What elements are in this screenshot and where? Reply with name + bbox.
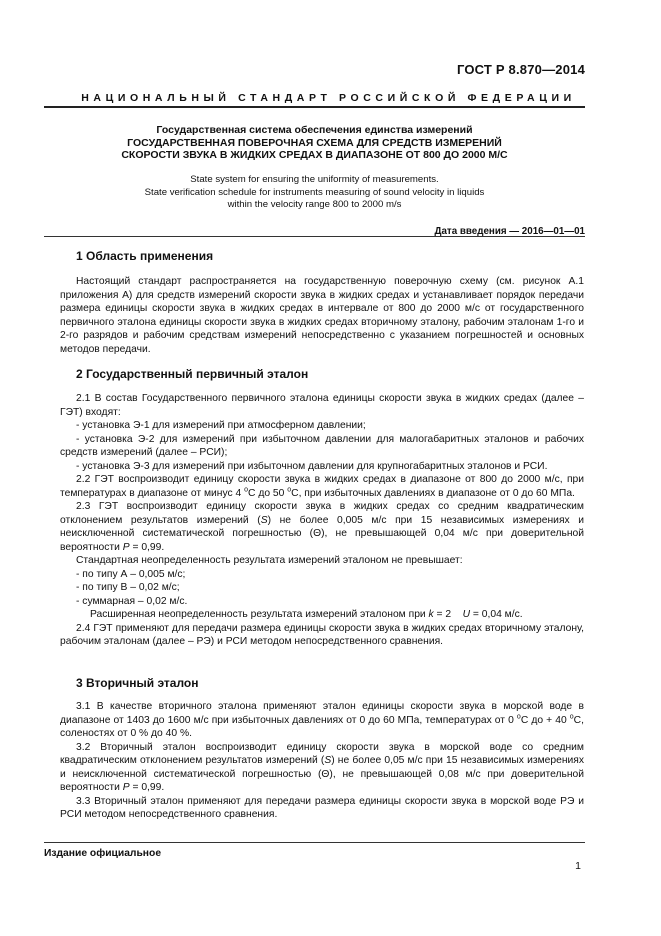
paragraph-3-1 [60, 700, 584, 741]
english-title-line-3: within the velocity range 800 to 2000 m/s [227, 199, 402, 210]
symbol-s: S [260, 514, 268, 526]
english-title-line-2: State verification schedule for instruments measuring of sound velocity in liquids [144, 186, 485, 198]
paragraph-2-4: 2.4 ГЭТ применяют для передачи размера единицы скорости звука в жидких средах вторичному эталону, рабочим эталонам (далее – РЭ) и РСИ методом непосредственного сравнения. [60, 622, 584, 647]
english-title [44, 174, 585, 212]
paragraph-2-1: 2.1 В состав Государственного первичного эталона единицы скорости звука в жидких средах (далее – ГЭТ) входят: [60, 393, 584, 418]
section-2-body [60, 392, 584, 649]
paragraph-3-2 [60, 741, 584, 795]
symbol-u: U [462, 609, 471, 620]
symbol-p: P [122, 782, 130, 793]
paragraph-3-3: 3.3 Вторичный эталон применяют для передачи размера единицы скорости звука в морской воде РЭ и РСИ методом непосредственного сравнения. [60, 795, 584, 820]
list-item-e1: - установка Э-1 для измерений при атмосферном давлении; [76, 420, 366, 431]
section-3-body [60, 700, 584, 822]
date-rule [44, 236, 585, 237]
paragraph-3-1-part-1: 3.1 В качестве вторичного эталона применяют эталон единицы скорости звука в морской воде в диапазоне от 1403 до 1600 м/с при избыточных давлениях от 0 до 60 МПа, температурах от 0 [60, 701, 584, 726]
expanded-uncertainty-part-3: = 0,04 м/с. [470, 609, 523, 620]
paragraph-3-1-part-2: С до + 40 [520, 714, 570, 726]
paragraph-2-2-part-3: С, при избыточных давлениях в диапазоне от 0 до 60 МПа. [291, 487, 575, 499]
section-2-title: 2 Государственный первичный эталон [76, 367, 309, 381]
introduction-date: Дата введения — 2016—01—01 [434, 226, 585, 237]
document-title [44, 124, 585, 162]
uncertainty-combined: - суммарная – 0,02 м/с. [76, 595, 188, 607]
national-standard-banner: НАЦИОНАЛЬНЫЙ СТАНДАРТ РОССИЙСКОЙ ФЕДЕРАЦИИ [81, 92, 576, 104]
degree-mark: о [516, 713, 521, 721]
title-line-2: ГОСУДАРСТВЕННАЯ ПОВЕРОЧНАЯ СХЕМА ДЛЯ СРЕДСТВ ИЗМЕРЕНИЙ [127, 136, 502, 149]
paragraph-2-3-part-1: 2.3 ГЭТ воспроизводит единицу скорости звука в жидких средах со средним квадратическим отклонением результатов измерений ( [60, 501, 584, 526]
paragraph-2-2 [60, 473, 584, 500]
symbol-s: S [324, 755, 332, 766]
degree-mark: о [569, 713, 574, 721]
expanded-uncertainty-part-2: = 2 [433, 609, 463, 620]
document-id: ГОСТ Р 8.870—2014 [456, 62, 585, 77]
list-item-e3: - установка Э-3 для измерений при избыточном давлении для крупногабаритных эталонов и РСИ. [76, 460, 548, 472]
uncertainty-intro: Стандартная неопределенность результата измерений эталоном не превышает: [76, 555, 463, 566]
page-number: 1 [575, 860, 581, 872]
symbol-k: k [428, 609, 434, 620]
official-edition-label: Издание официальное [44, 848, 162, 859]
footer-rule [44, 842, 585, 843]
degree-mark: о [287, 486, 292, 494]
section-3-title: 3 Вторичный эталон [76, 676, 199, 690]
uncertainty-type-b: - по типу В – 0,02 м/с; [76, 582, 180, 593]
paragraph-3-1-part-3: С, соленостях от 0 % до 40 %. [60, 714, 584, 739]
title-line-1: Государственная система обеспечения единства измерений [156, 124, 473, 136]
header-rule [44, 106, 585, 108]
section-1-paragraph: Настоящий стандарт распространяется на государственную поверочную схему (см. рисунок А.1 приложения А) для средств измерений скорости звука в жидких средах и устанавливает порядок передачи размера единицы скорости звука в жидких средах в интервале от 800 до 2000 м/с от государственного первичного эталона единицы скорости звука в жидких средах вторичному эталону, рабочим эталонам 1-го и 2-го разрядов и рабочим средствам измерений непосредственно с указанием погрешностей и основных методов передачи. [60, 276, 584, 355]
title-line-3: СКОРОСТИ ЗВУКА В ЖИДКИХ СРЕДАХ В ДИАПАЗОНЕ ОТ 800 ДО 2000 М/С [121, 149, 508, 161]
uncertainty-type-a: - по типу А – 0,005 м/с; [76, 568, 186, 580]
paragraph-2-3 [60, 500, 584, 554]
expanded-uncertainty [60, 608, 584, 622]
paragraph-3-2-part-2: ) не более 0,05 м/с при 15 независимых измерениях и неисключенной систематической погрешностью (Θ), не превышающей 0,08 м/с при доверительной вероятности [60, 755, 584, 793]
section-1-body [60, 275, 584, 356]
expanded-uncertainty-part-1: Расширенная неопределенность результата измерений эталоном при [90, 609, 429, 620]
degree-mark: о [244, 486, 249, 494]
paragraph-2-2-part-1: 2.2 ГЭТ воспроизводит единицу скорости звука в жидких средах в диапазоне от 800 до 2000 м/с, при температурах в диапазоне от минус 4 [60, 474, 584, 499]
paragraph-2-3-part-2: ) не более 0,005 м/с при 15 независимых измерениях и неисключенной систематической погрешностью (Θ), не превышающей 0,04 м/с при доверительной вероятности [60, 514, 585, 553]
symbol-p: P [122, 541, 130, 553]
section-1-title: 1 Область применения [76, 249, 214, 263]
paragraph-2-3-part-3: = 0,99. [129, 541, 165, 553]
paragraph-3-2-part-3: = 0,99. [129, 782, 165, 793]
list-item-e2: - установка Э-2 для измерений при избыточном давлении для малогабаритных эталонов и рабочих средств измерений (далее – РСИ); [60, 433, 584, 458]
english-title-line-1: State system for ensuring the uniformity of measurements. [190, 174, 439, 185]
paragraph-3-2-part-1: 3.2 Вторичный эталон воспроизводит единицу скорости звука в морской воде со средним квадратическим отклонением результатов измерений ( [60, 741, 584, 766]
paragraph-2-2-part-2: С до 50 [248, 487, 288, 499]
